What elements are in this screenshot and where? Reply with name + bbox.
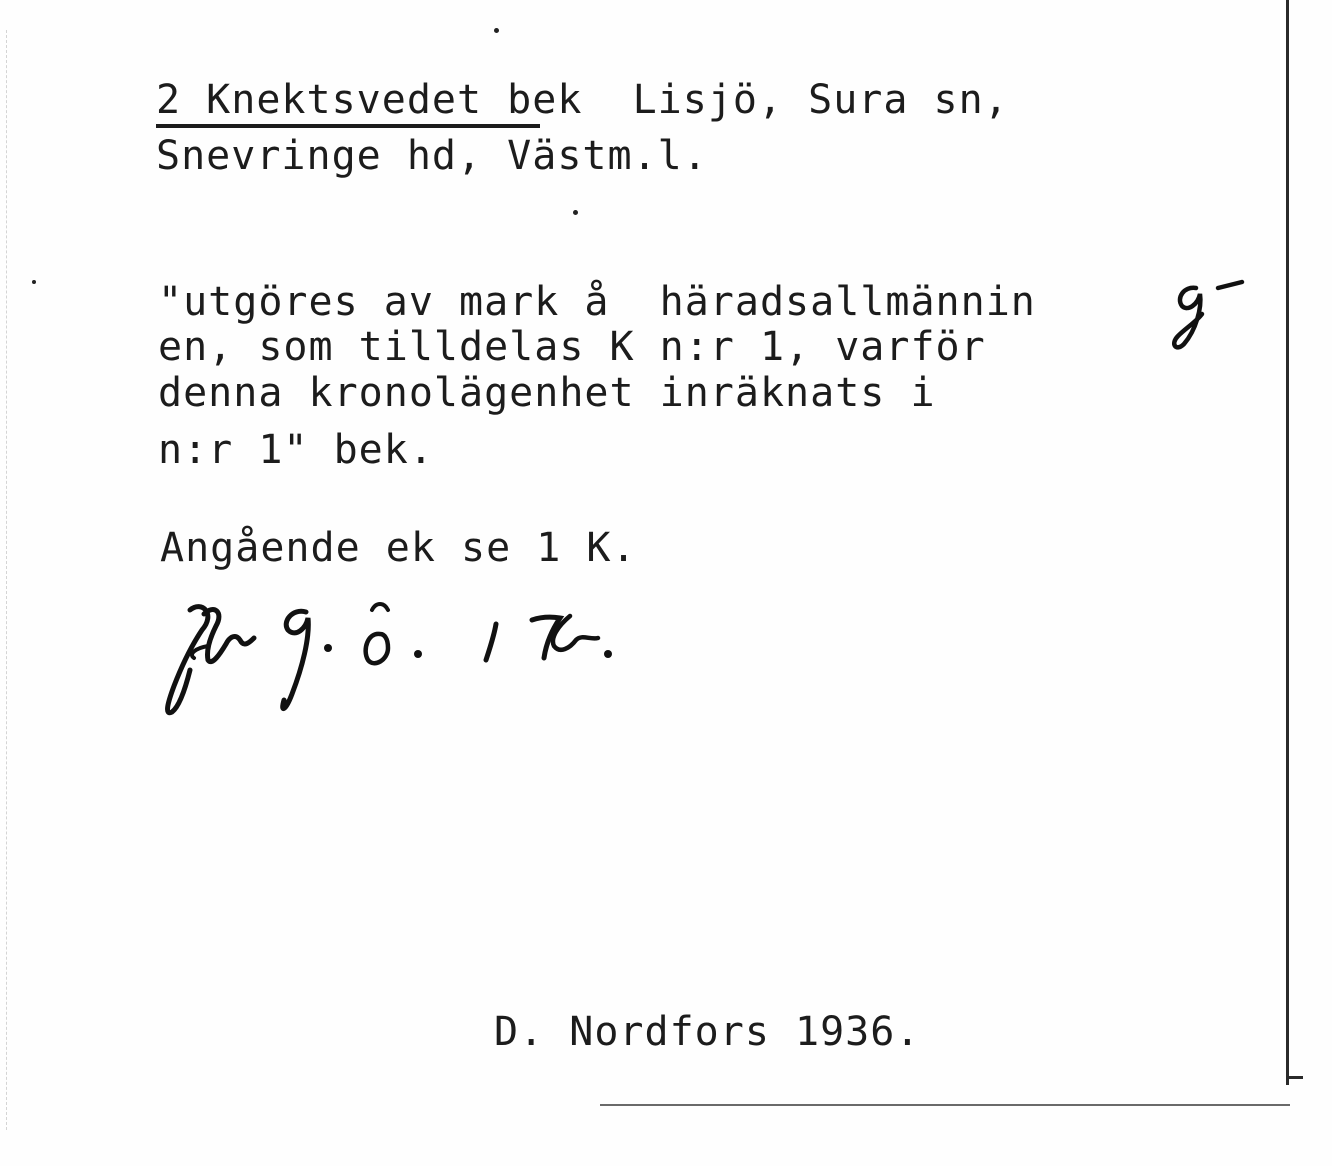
card-corner-mark [1289,1076,1303,1079]
body-line-2: en, som tilldelas K n:r 1, varför [158,324,986,370]
ink-speck [573,210,578,215]
place-name: 2 Knektsvedet [156,77,483,123]
reference-line: Angående ek se 1 K. [160,525,637,571]
signature-line: D. Nordfors 1936. [494,1009,921,1055]
place-location: bek Lisjö, Sura sn, [482,77,1009,123]
card-left-edge [6,30,8,1130]
card-bottom-edge [600,1104,1290,1106]
heading-line-2: Snevringe hd, Västm.l. [156,133,708,179]
ink-speck [494,28,499,33]
handwritten-note [150,590,630,730]
handwritten-hyphen-g [1166,268,1256,358]
body-line-4: n:r 1" bek. [158,427,434,473]
body-line-3: denna kronolägenhet inräknats i [158,370,936,416]
card-right-edge [1286,0,1289,1085]
body-line-1: "utgöres av mark å häradsallmännin [158,279,1036,325]
heading-line-1 [156,78,1009,122]
place-name-underline [156,124,540,128]
ink-speck [32,280,36,284]
